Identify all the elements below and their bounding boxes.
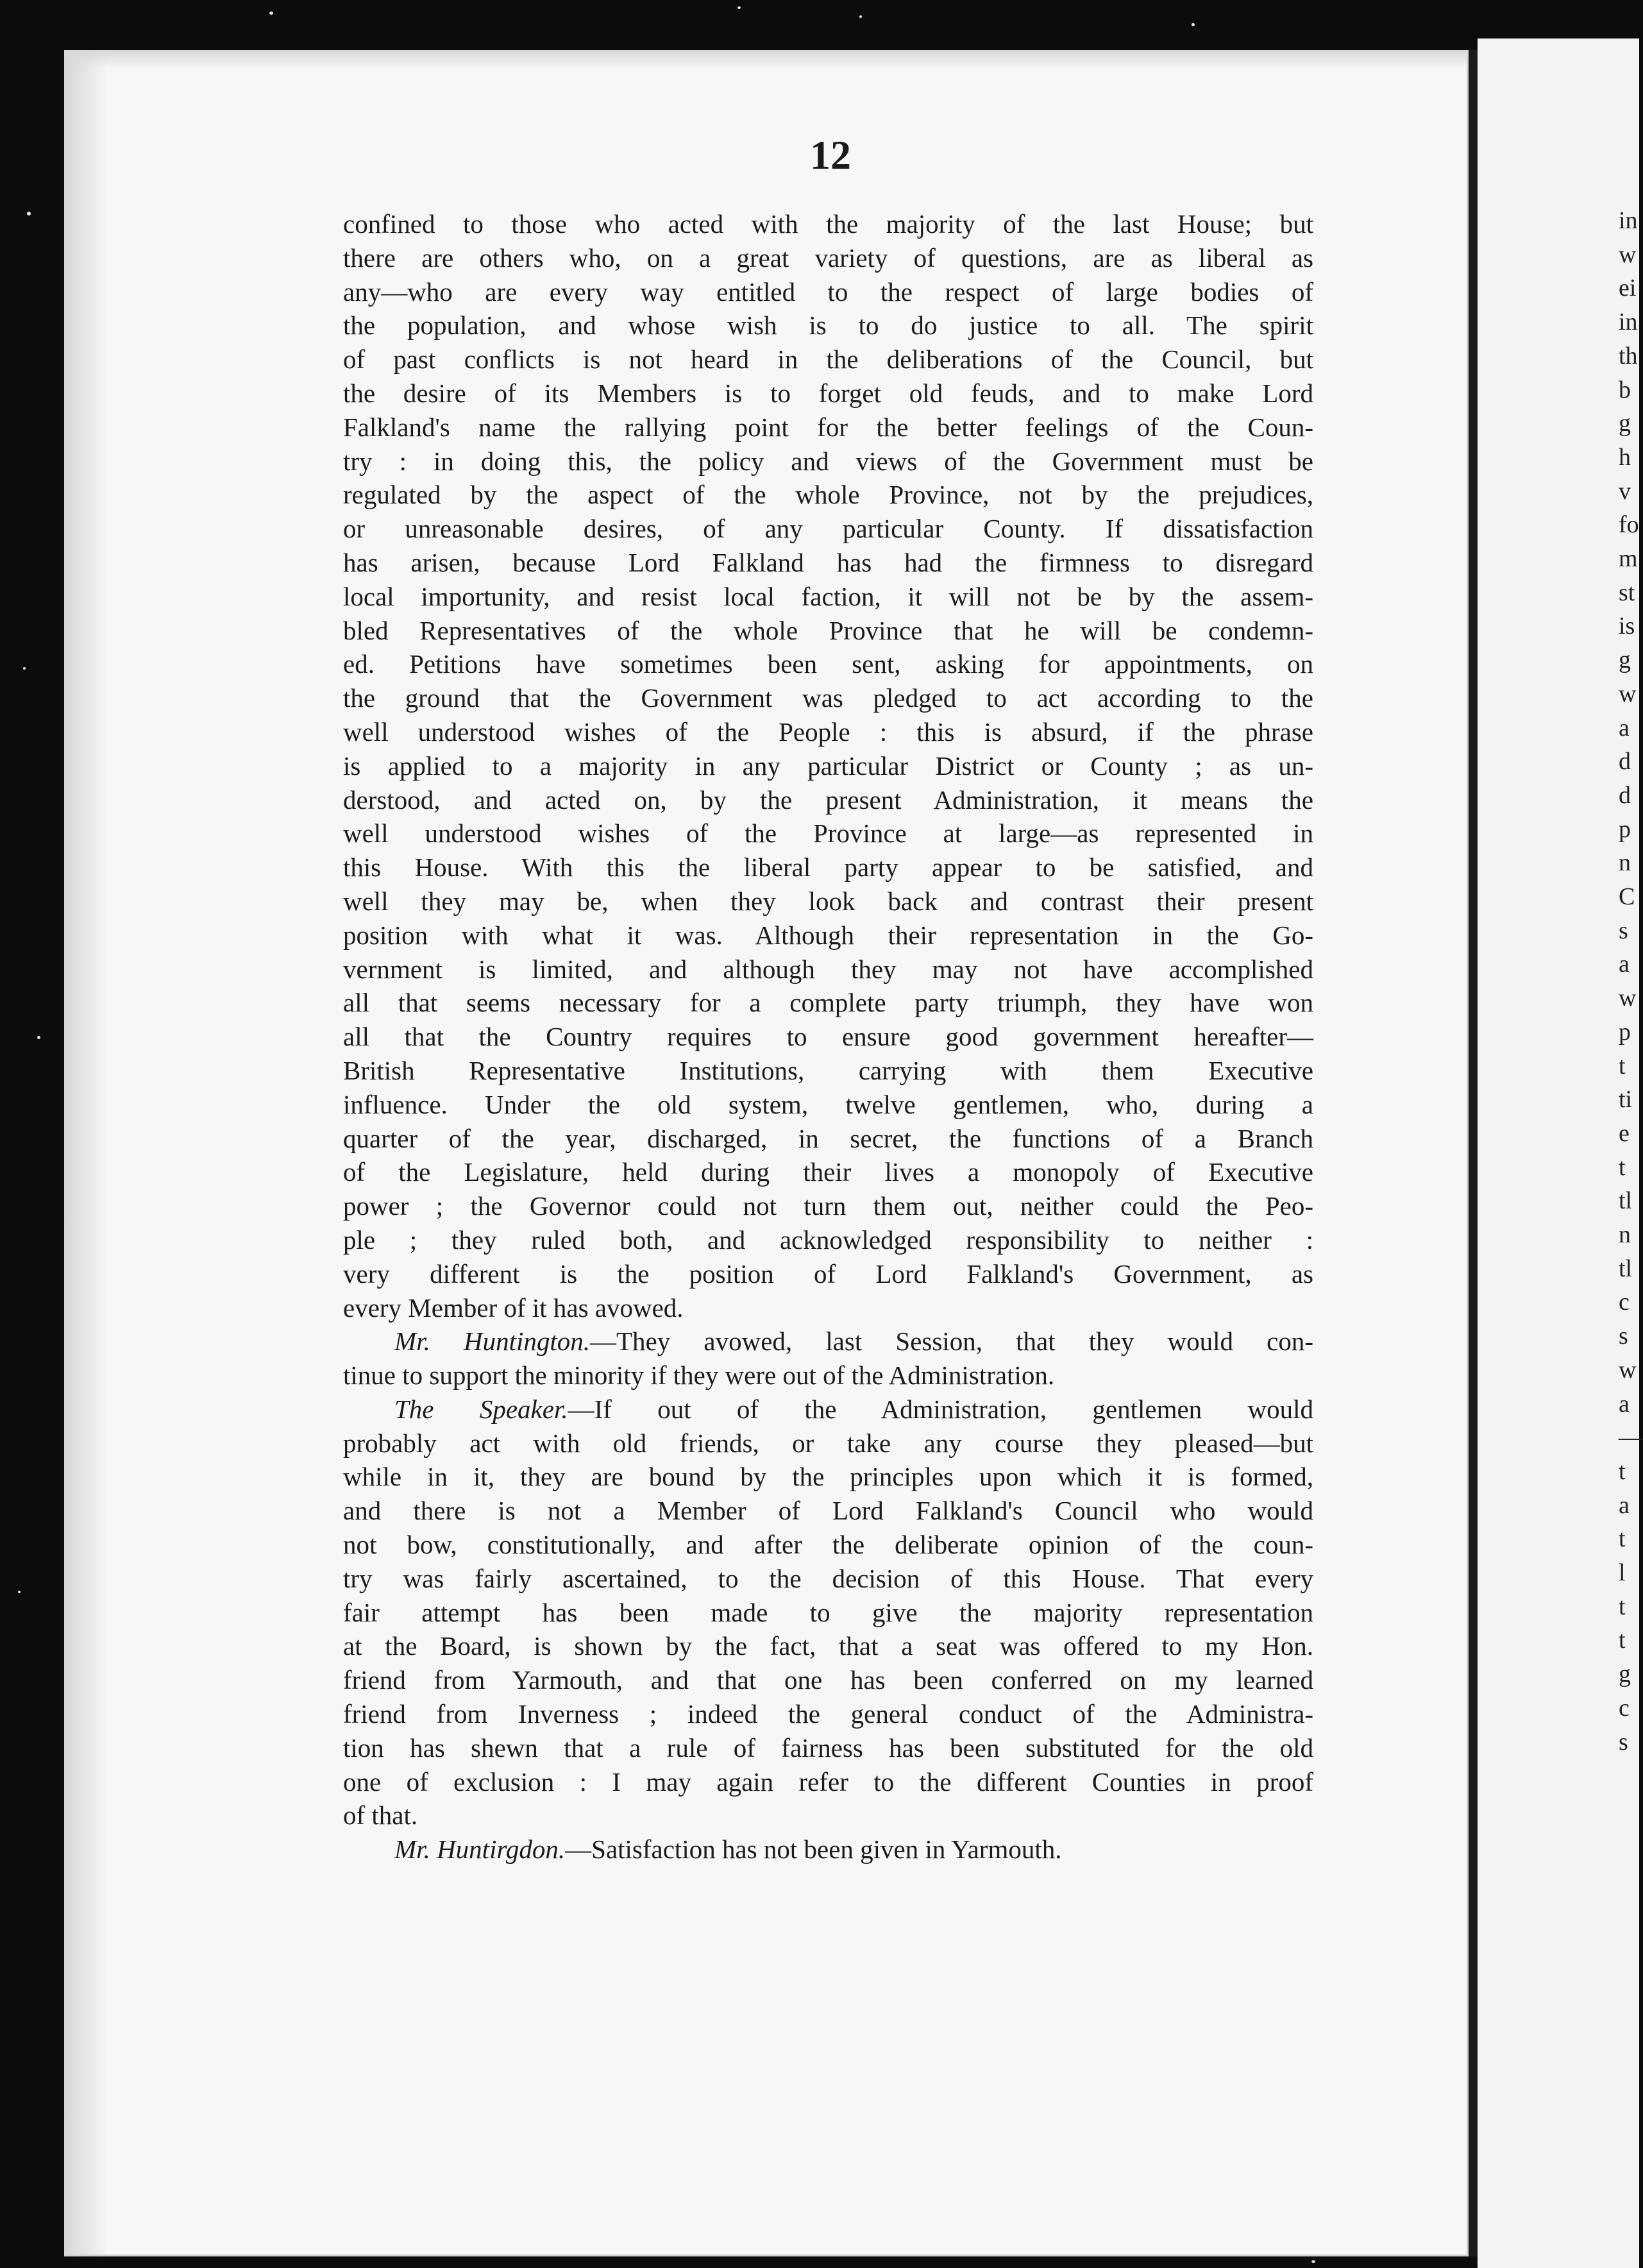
- line-text: of the Legislature, held during their lives a monopoly of Executive: [343, 1157, 1313, 1187]
- text-line: [343, 1460, 1313, 1494]
- line-text: try was fairly ascertained, to the decision of this House. That every: [343, 1563, 1313, 1593]
- adjacent-page-fragment: w: [1619, 680, 1637, 707]
- adjacent-page-fragment: ti: [1619, 1086, 1633, 1113]
- adjacent-page-fragment: n: [1619, 849, 1631, 877]
- adjacent-page: [1478, 38, 1643, 2268]
- line-text: at the Board, is shown by the fact, that a seat was offered to my Hon.: [343, 1631, 1313, 1661]
- line-text: not bow, constitutionally, and after the deliberate opinion of the coun-: [343, 1530, 1313, 1560]
- scan-speck: [859, 15, 862, 18]
- page-gutter: [1469, 50, 1478, 2256]
- line-text: —If out of the Administration, gentlemen would: [568, 1394, 1313, 1424]
- text-line: [343, 1088, 1313, 1122]
- line-text: ed. Petitions have sometimes been sent, asking for appointments, on: [343, 649, 1313, 679]
- line-text: Falkland's name the rallying point for the better feelings of the Coun-: [343, 412, 1313, 442]
- page-body-text: [343, 207, 1313, 1866]
- line-text: influence. Under the old system, twelve gentlemen, who, during a: [343, 1089, 1313, 1119]
- line-text: —Satisfaction has not been given in Yarmouth.: [565, 1834, 1062, 1865]
- adjacent-page-fragment: t: [1619, 1525, 1626, 1553]
- adjacent-page-fragment: g: [1619, 647, 1631, 674]
- line-text: one of exclusion : I may again refer to the different Counties in proof: [343, 1766, 1313, 1797]
- adjacent-page-fragment: in: [1619, 309, 1638, 336]
- line-text: position with what it was. Although their representation in the Go-: [343, 920, 1313, 950]
- text-line: [343, 546, 1313, 580]
- line-text: the population, and whose wish is to do justice to all. The spirit: [343, 310, 1313, 341]
- page-edge-shadow: [64, 50, 109, 2256]
- adjacent-page-fragment: a: [1619, 1491, 1630, 1519]
- adjacent-page-fragment: c: [1619, 1694, 1630, 1722]
- adjacent-page-fragment: a: [1619, 951, 1630, 978]
- text-line: [343, 1223, 1313, 1257]
- adjacent-page-fragment: e: [1619, 1119, 1630, 1147]
- scan-speck: [1311, 2260, 1315, 2263]
- scan-speck: [37, 1036, 40, 1039]
- line-text: power ; the Governor could not turn them out, neither could the Peo-: [343, 1191, 1313, 1221]
- adjacent-page-fragment: p: [1619, 815, 1631, 843]
- adjacent-page-fragment: s: [1619, 917, 1628, 944]
- adjacent-page-fragment: c: [1619, 1289, 1630, 1316]
- adjacent-page-fragment: fo: [1619, 511, 1639, 539]
- text-line: [343, 1189, 1313, 1223]
- scan-speck: [27, 212, 31, 216]
- adjacent-page-fragment: st: [1619, 579, 1635, 606]
- text-line: [343, 1528, 1313, 1562]
- adjacent-page-fragment: in: [1619, 207, 1638, 234]
- text-line: [343, 1629, 1313, 1663]
- adjacent-page-fragment: th: [1619, 342, 1638, 369]
- speaker-name: Mr. Huntington.: [394, 1326, 591, 1357]
- text-line: [343, 1054, 1313, 1088]
- text-line: [343, 986, 1313, 1020]
- line-text: local importunity, and resist local faction, it will not be by the assem-: [343, 581, 1313, 611]
- text-line: [343, 1257, 1313, 1291]
- text-line: [343, 1765, 1313, 1799]
- text-line: [343, 1358, 1313, 1392]
- text-line: [343, 1562, 1313, 1596]
- line-text: while in it, they are bound by the principles upon which it is formed,: [343, 1462, 1313, 1492]
- adjacent-page-fragment: t: [1619, 1153, 1626, 1181]
- line-text: try : in doing this, the policy and views of the Government must be: [343, 446, 1313, 476]
- scan-speck: [737, 6, 741, 9]
- text-line: [343, 444, 1313, 478]
- line-text: fair attempt has been made to give the majority representation: [343, 1597, 1313, 1627]
- text-line: [343, 1663, 1313, 1697]
- scan-speck: [23, 667, 26, 670]
- speech-line: [343, 1392, 1313, 1426]
- text-line: [343, 410, 1313, 444]
- scan-speck: [1192, 23, 1195, 26]
- line-text: is applied to a majority in any particular District or County ; as un-: [343, 750, 1313, 781]
- adjacent-page-fragment: w: [1619, 241, 1637, 268]
- line-text: all that the Country requires to ensure good government hereafter—: [343, 1022, 1313, 1052]
- text-line: [343, 1798, 1313, 1832]
- line-text: tinue to support the minority if they were out of the Administration.: [343, 1360, 1055, 1391]
- adjacent-page-fragment: w: [1619, 1356, 1637, 1384]
- adjacent-page-fragment: v: [1619, 477, 1631, 505]
- adjacent-page-fragment: ei: [1619, 275, 1637, 302]
- speech-line: [343, 1832, 1313, 1866]
- line-text: of past conflicts is not heard in the deliberations of the Council, but: [343, 344, 1313, 375]
- text-line: [343, 1020, 1313, 1054]
- adjacent-page-fragment: g: [1619, 410, 1631, 437]
- adjacent-page-fragment: h: [1619, 443, 1631, 471]
- line-text: of that.: [343, 1800, 418, 1831]
- line-text: every Member of it has avowed.: [343, 1292, 684, 1323]
- text-line: [343, 512, 1313, 546]
- adjacent-page-fragment: is: [1619, 613, 1635, 640]
- line-text: any—who are every way entitled to the respect of large bodies of: [343, 276, 1313, 307]
- line-text: well understood wishes of the People : this is absurd, if the phrase: [343, 716, 1313, 747]
- line-text: ple ; they ruled both, and acknowledged responsibility to neither :: [343, 1224, 1313, 1255]
- text-line: [343, 614, 1313, 648]
- line-text: friend from Inverness ; indeed the general conduct of the Administra-: [343, 1699, 1313, 1729]
- text-line: [343, 884, 1313, 918]
- text-line: [343, 241, 1313, 275]
- adjacent-page-fragment: d: [1619, 781, 1631, 809]
- adjacent-page-fragment: b: [1619, 376, 1631, 403]
- line-text: tion has shewn that a rule of fairness has been substituted for the old: [343, 1732, 1313, 1763]
- adjacent-page-fragment: tl: [1619, 1255, 1633, 1282]
- line-text: bled Representatives of the whole Province that he will be condemn-: [343, 615, 1313, 645]
- text-line: [343, 783, 1313, 817]
- text-line: [343, 309, 1313, 343]
- adjacent-page-fragment: m: [1619, 545, 1638, 572]
- adjacent-page-fragment: t: [1619, 1457, 1626, 1485]
- line-text: probably act with old friends, or take any course they pleased—but: [343, 1428, 1313, 1458]
- adjacent-page-fragment: C: [1619, 883, 1635, 910]
- scan-speck: [18, 1591, 21, 1593]
- adjacent-page-fragment: w: [1619, 985, 1637, 1012]
- text-line: [343, 343, 1313, 377]
- text-line: [343, 1697, 1313, 1731]
- text-line: [343, 580, 1313, 614]
- text-line: [343, 851, 1313, 884]
- line-text: and there is not a Member of Lord Falkland's Council who would: [343, 1496, 1313, 1526]
- speech-line: [343, 1324, 1313, 1358]
- line-text: the desire of its Members is to forget old feuds, and to make Lord: [343, 378, 1313, 408]
- text-line: [343, 647, 1313, 681]
- text-line: [343, 1494, 1313, 1528]
- adjacent-page-fragment: l: [1619, 1559, 1626, 1586]
- text-line: [343, 1122, 1313, 1156]
- text-line: [343, 1596, 1313, 1630]
- text-line: [343, 918, 1313, 952]
- line-text: British Representative Institutions, carrying with them Executive: [343, 1055, 1313, 1085]
- line-text: derstood, and acted on, by the present Administration, it means the: [343, 784, 1313, 815]
- adjacent-page-fragment: n: [1619, 1221, 1631, 1248]
- page-number: 12: [810, 132, 851, 178]
- adjacent-page-fragment: —: [1619, 1424, 1643, 1451]
- adjacent-page-fragment: t: [1619, 1593, 1626, 1620]
- text-line: [343, 1155, 1313, 1189]
- line-text: very different is the position of Lord Falkland's Government, as: [343, 1258, 1313, 1289]
- line-text: —They avowed, last Session, that they would con-: [590, 1326, 1313, 1357]
- line-text: well understood wishes of the Province at large—as represented in: [343, 818, 1313, 849]
- adjacent-page-fragment: s: [1619, 1728, 1628, 1756]
- text-line: [343, 1426, 1313, 1460]
- line-text: quarter of the year, discharged, in secret, the functions of a Branch: [343, 1123, 1313, 1153]
- line-text: there are others who, on a great variety of questions, are as liberal as: [343, 242, 1313, 273]
- text-line: [343, 1731, 1313, 1765]
- text-line: [343, 275, 1313, 309]
- speaker-name: The Speaker.: [394, 1394, 568, 1424]
- adjacent-page-fragment: t: [1619, 1052, 1626, 1079]
- adjacent-page-fragment: a: [1619, 714, 1630, 741]
- adjacent-page-fragment: p: [1619, 1018, 1631, 1045]
- text-line: [343, 681, 1313, 715]
- text-line: [343, 715, 1313, 749]
- text-line: [343, 817, 1313, 851]
- line-text: vernment is limited, and although they may not have accomplished: [343, 954, 1313, 984]
- line-text: has arisen, because Lord Falkland has had the firmness to disregard: [343, 547, 1313, 577]
- line-text: confined to those who acted with the majority of the last House; but: [343, 209, 1313, 239]
- line-text: all that seems necessary for a complete party triumph, they have won: [343, 988, 1313, 1018]
- text-line: [343, 207, 1313, 241]
- line-text: or unreasonable desires, of any particular County. If dissatisfaction: [343, 514, 1313, 544]
- line-text: this House. With this the liberal party appear to be satisfied, and: [343, 852, 1313, 883]
- text-line: [343, 952, 1313, 986]
- line-text: the ground that the Government was pledged to act according to the: [343, 683, 1313, 713]
- adjacent-page-fragment: a: [1619, 1390, 1630, 1418]
- adjacent-page-fragment: g: [1619, 1661, 1631, 1688]
- adjacent-page-fragment: t: [1619, 1627, 1626, 1654]
- scan-speck: [269, 12, 273, 15]
- text-line: [343, 478, 1313, 512]
- page-top-shadow: [64, 50, 1469, 69]
- text-line: [343, 1291, 1313, 1325]
- text-line: [343, 377, 1313, 410]
- text-line: [343, 749, 1313, 783]
- line-text: regulated by the aspect of the whole Province, not by the prejudices,: [343, 480, 1313, 510]
- speaker-name: Mr. Huntirgdon.: [394, 1834, 566, 1865]
- line-text: well they may be, when they look back and contrast their present: [343, 886, 1313, 916]
- adjacent-page-fragment: tl: [1619, 1187, 1633, 1215]
- adjacent-page-fragment: d: [1619, 748, 1631, 775]
- line-text: friend from Yarmouth, and that one has been conferred on my learned: [343, 1665, 1313, 1695]
- adjacent-page-fragment: s: [1619, 1323, 1628, 1350]
